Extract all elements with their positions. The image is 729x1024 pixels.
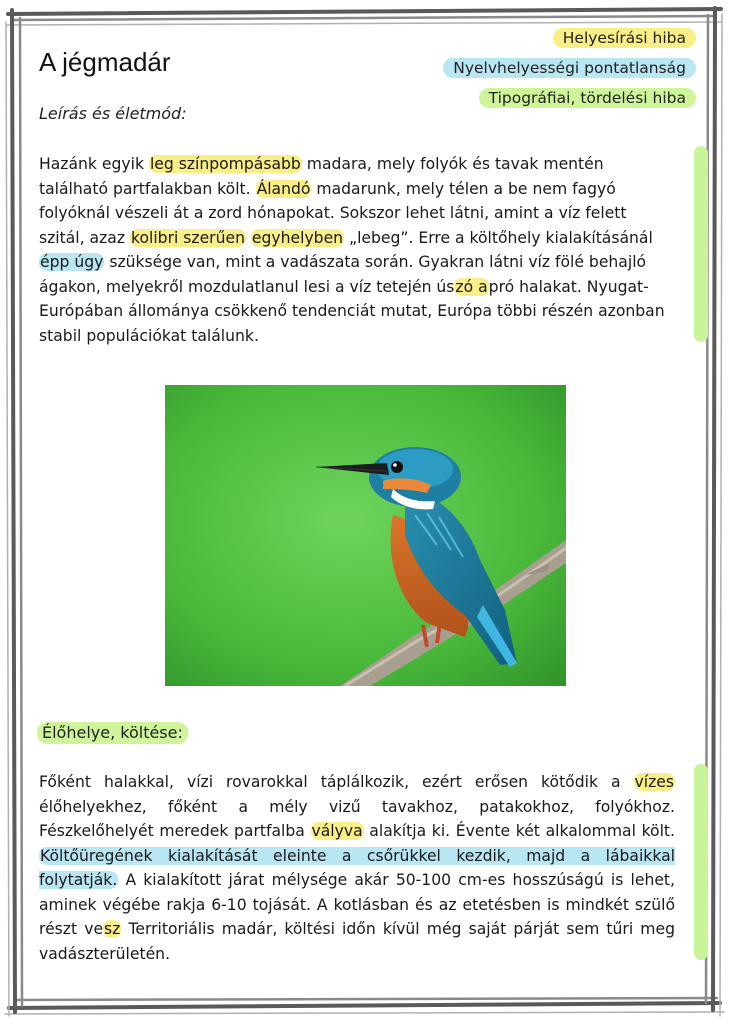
- grammar-error: Költőüregének kialakítását eleinte a csőrükkel kezdik, majd a lábaikkal folytatják.: [39, 846, 675, 889]
- section-heading: Élőhelye, költése:: [37, 722, 188, 744]
- text-run: Territoriális madár, költési időn kívül még saját párját sem tűri meg vadászterületén.: [39, 920, 675, 963]
- text-run: Hazánk egyik: [39, 155, 149, 173]
- habitat-paragraph: [39, 770, 675, 966]
- spelling-error: vályva: [311, 822, 363, 840]
- text-run: A kialakított járat mélysége akár 50-100 cm-es hosszúságú is lehet, aminek végébe rakja 6-10 tojását. A kotlásban és az etetésben is mindkét szülő részt ve: [39, 871, 675, 938]
- text-run: szüksége van, mint a vadászata során. Gyakran látni víz fölé behajló ágakon, melyekről mozdulatlanul lesi a víz tetején ús: [39, 253, 647, 296]
- spelling-error: sz: [104, 920, 121, 938]
- text-run: madarunk, mely télen a be nem fagyó folyóknál vészeli át a zord hónapokat. Sokszor lehet látni, amint a víz felett szitál, azaz: [39, 179, 627, 247]
- spelling-error: zó a: [455, 277, 488, 296]
- typography-error-marker: [694, 146, 708, 342]
- spelling-error: vízes: [634, 773, 674, 791]
- spelling-error: kolibri szerűen: [131, 228, 245, 247]
- legend-typography: Tipográfiai, tördelési hiba: [479, 88, 696, 108]
- description-paragraph: [39, 152, 675, 348]
- kingfisher-photo: [165, 385, 566, 686]
- legend-spelling: Helyesírási hiba: [553, 28, 696, 48]
- grammar-error: épp úgy: [40, 253, 104, 271]
- section-subtitle: Leírás és életmód:: [39, 104, 187, 123]
- typography-error-marker: [694, 764, 708, 960]
- page-title: A jégmadár: [39, 47, 171, 77]
- text-run: élőhelyekhez, főként a mély vizű tavakhoz, patakokhoz, folyókhoz. Fészkelőhelyét meredek partfalba: [39, 797, 675, 840]
- legend-grammar: Nyelvhelyességi pontatlanság: [443, 58, 696, 78]
- text-run: „lebeg”. Erre a költőhely kialakításánál: [344, 228, 653, 247]
- spelling-error: leg színpompásabb: [149, 155, 301, 173]
- text-run: pró halakat. Nyugat-Európában állománya csökkenő tendenciát mutat, Európa többi részén azonban stabil populációkat találunk.: [39, 277, 665, 345]
- error-legend: [443, 28, 696, 118]
- spelling-error: egyhelyben: [251, 228, 344, 247]
- text-run: madara, mely folyók és tavak mentén található partfalakban költ.: [39, 155, 604, 198]
- spelling-error: Álandó: [256, 179, 311, 198]
- text-run: Főként halakkal, vízi rovarokkal táplálkozik, ezért erősen kötődik a: [39, 773, 634, 791]
- text-run: alakítja ki. Évente két alkalommal költ.: [363, 822, 675, 840]
